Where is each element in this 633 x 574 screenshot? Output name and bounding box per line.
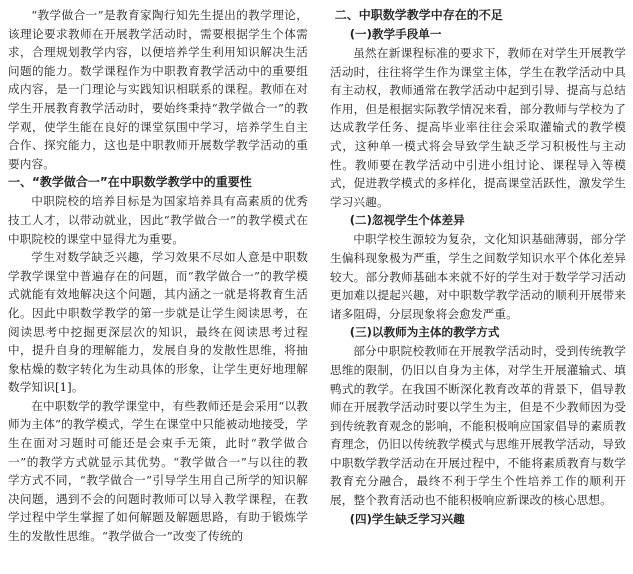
right-column	[330, 6, 626, 529]
subsection-3-paragraph: 部分中职院校教师在开展教学活动时，受到传统教学思维的限制，仍旧以自身为主体，对学生开展灌输式、填鸭式的教学。在我国不断深化教育改革的背景下，倡导教师在开展教学活动时要以学生为主，但是不少教师因为受到传统教育观念的影响，不能积极响应国家倡导的素质教育理念，仍旧以传统教学模式与思维开展教学活动，导致中职数学教学活动在开展过程中，不能将素质教育与数学教育充分融合，最终不利于学生个性培养工作的顺利开展，整个教育活动也不能积极响应新课改的核心思想。	[330, 344, 626, 508]
intro-paragraph: “教学做合一”是教育家陶行知先生提出的教学理论，该理论要求教师在开展教学活动时，需要根据学生个体需求，合理规划教学内容，以便培养学生利用知识解决生活问题的能力。数学课程作为中职教育教学活动中的重要组成内容，是一门理论与实践知识相联系的课程。教师在对学生开展教育教学活动时，要始终秉持“教学做合一”的教学观，使学生能在良好的课堂氛围中学习，培养学生自主合作、探究能力，这也是中职教师开展数学教学活动的重要内容。	[8, 8, 308, 171]
subsection-2-paragraph: 中职学校生源较为复杂，文化知识基础薄弱，部分学生偏科现象极为严重，学生之间数学知识水平个体化差异较大。部分教师基础本来就不好的学生对于数学学习活动更加难以提起兴趣，对中职数学教学活动的顺利开展带来诸多阻碍，分层现象将会愈发严重。	[330, 232, 626, 321]
section-1-paragraph-1: 中职院校的培养目标是为国家培养具有高素质的优秀技工人才，以带动就业，因此“教学做合一”的教学模式在中职院校的课堂中显得尤为重要。	[8, 194, 308, 246]
left-column	[8, 6, 308, 546]
section-2-heading: 二、中职数学教学中存在的不足	[334, 8, 503, 22]
subsection-2-heading: (二)忽视学生个体差异	[349, 213, 465, 228]
subsection-4-heading: (四)学生缺乏学习兴趣	[349, 511, 465, 526]
subsection-3-heading: (三)以教师为主体的教学方式	[349, 325, 500, 340]
section-1-heading: 一、“教学做合一”在中职数学教学中的重要性	[8, 175, 252, 190]
subsection-1-heading: (一)教学手段单一	[349, 27, 442, 41]
section-1-paragraph-2: 学生对数学缺乏兴趣，学习效果不尽如人意是中职数学教学课堂中普遍存在的问题，而“教学做合一”的教学模式就能有效地解决这个问题，其内涵之一就是将教育生活化。因此中职数学教学的第一步就是让学生阅读思考，在阅读思考中挖掘更深层次的知识，最终在阅读思考过程中，提升自身的理解能力，发展自身的发散性思维，将抽象枯燥的数字转化为生动具体的形象，让学生更好地理解数学知识[1]。	[8, 250, 308, 395]
subsection-1-paragraph: 虽然在新课程标准的要求下，教师在对学生开展教学活动时，往往将学生作为课堂主体，学生在教学活动中具有主动权，教师通常在教学活动中起到引导、提高与总结作用，但是根据实际教学情况来看，部分教师与学校为了达成教学任务、提高毕业率往往会采取灌输式的教学模式，这种单一模式将会导致学生缺乏学习积极性与主动性。教师要在教学活动中引进小组讨论、课程导入等模式，促进教学模式的多样化，提高课堂活跃性，激发学生学习兴趣。	[330, 46, 626, 209]
section-1-paragraph-3: 在中职数学的教学课堂中，有些教师还是会采用“以教师为主体”的教学模式，学生在课堂中只能被动地接受，学生在面对习题时可能还是会束手无策，此时“教学做合一”的教学方式就显示其优势。“教学做合一”与以往的教学方式不同，“教学做合一”引导学生用自己所学的知识解决问题，遇到不会的问题时教师可以导入教学课程，在教学过程中学生掌握了如何解题及解题思路，有助于锻炼学生的发散性思维。“教学做合一”改变了传统的	[8, 398, 308, 544]
